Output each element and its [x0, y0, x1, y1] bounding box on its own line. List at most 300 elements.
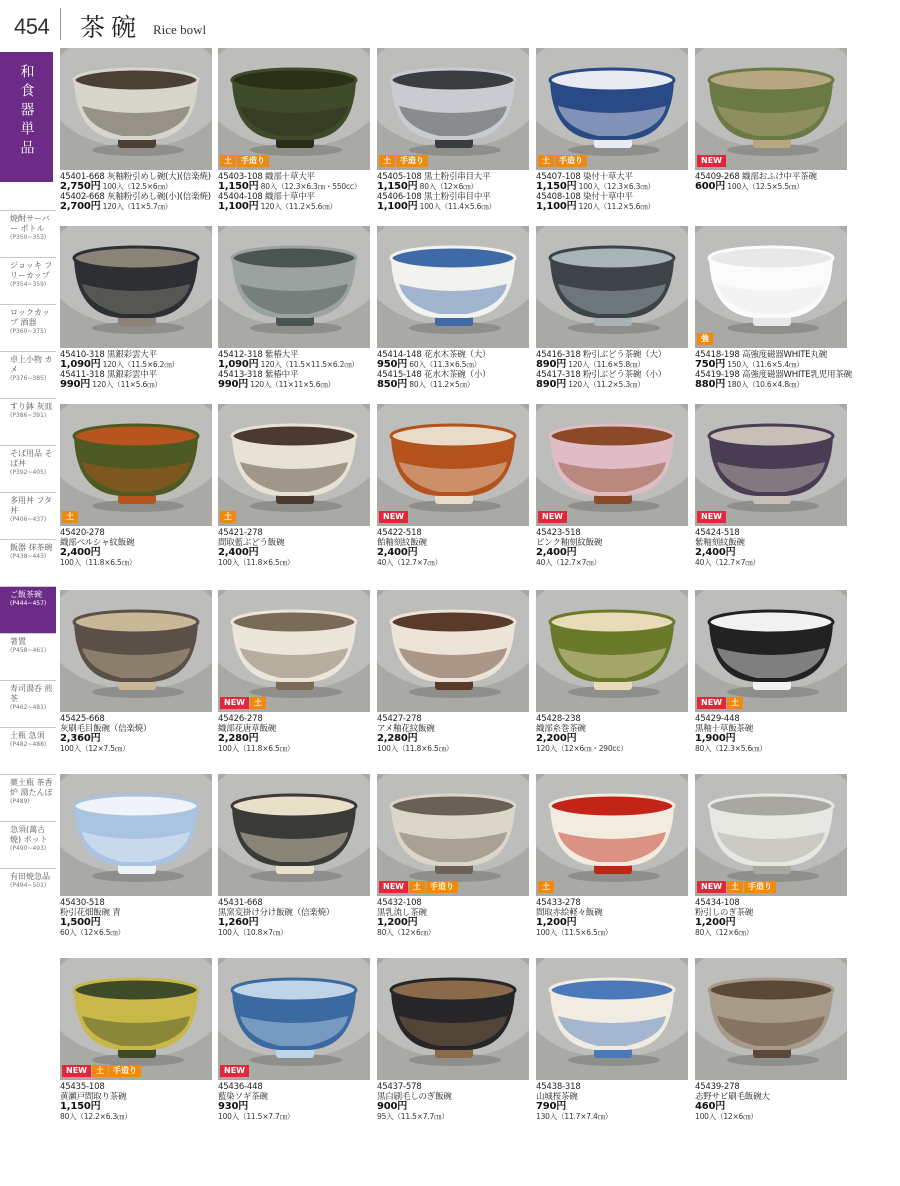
product-badge: 土: [538, 155, 554, 167]
product-price: 890円: [536, 359, 567, 370]
bowl-photo: [218, 774, 370, 896]
nav-item[interactable]: [0, 351, 56, 398]
product-line: [377, 714, 529, 724]
bowl-photo: [536, 774, 688, 896]
bowl-photo: [60, 48, 212, 170]
product-line: [218, 548, 370, 558]
product-info: [60, 170, 212, 212]
badge-group: [220, 697, 266, 709]
product-price: 2,400円: [60, 547, 101, 558]
product-photo: [377, 774, 529, 896]
product-badge: 土: [538, 881, 554, 893]
product-name: 間取藍ぶどう飯碗: [218, 538, 285, 548]
product-card[interactable]: [695, 774, 847, 938]
product-badge: NEW: [220, 1065, 249, 1077]
product-name: 灰刷毛目飯碗（信楽焼）: [60, 724, 152, 734]
product-card[interactable]: [60, 48, 212, 212]
product-info: [377, 1080, 529, 1122]
product-line: [695, 734, 847, 744]
product-line: [377, 380, 529, 390]
product-code: 45416-318: [536, 350, 584, 360]
nav-item-label: 卓上小物 カメ: [10, 355, 53, 374]
product-line: [60, 714, 212, 724]
product-info: [377, 170, 529, 212]
product-name: 織部十草大平: [265, 172, 315, 182]
product-code: 45426-278: [218, 714, 263, 724]
product-name: 織部ペルシャ紋飯碗: [60, 538, 135, 548]
product-badge: 土: [220, 155, 236, 167]
product-price: 880円: [695, 379, 726, 390]
badge-group: [697, 333, 713, 345]
product-line: [218, 528, 370, 538]
product-line: [218, 1102, 370, 1112]
nav-item-label: 焼酎サーバー ボトル: [10, 214, 50, 233]
product-line: [218, 558, 370, 568]
product-card[interactable]: [536, 958, 688, 1122]
product-card[interactable]: [695, 404, 847, 568]
product-line: [695, 1082, 847, 1092]
nav-item[interactable]: [0, 257, 56, 304]
product-card[interactable]: [218, 958, 370, 1122]
product-line: [536, 1112, 688, 1122]
product-card[interactable]: [60, 226, 212, 390]
product-line: [60, 1112, 212, 1122]
nav-item-pages: (P350~353): [10, 234, 47, 241]
product-line: [377, 528, 529, 538]
nav-item[interactable]: [0, 445, 56, 492]
bowl-photo: [218, 226, 370, 348]
product-code: 45422-518: [377, 528, 422, 538]
badge-group: [379, 881, 458, 893]
product-info: [377, 896, 529, 938]
product-badge: NEW: [62, 1065, 91, 1077]
product-photo: [536, 590, 688, 712]
product-name: 藍染ソギ茶碗: [218, 1092, 268, 1102]
product-name: 黒窯変掛け分け飯碗（信楽焼）: [218, 908, 335, 918]
product-price: 1,200円: [536, 917, 577, 928]
product-line: [60, 528, 212, 538]
product-code: 45401-668: [60, 172, 108, 182]
product-price: 890円: [536, 379, 567, 390]
product-card[interactable]: [695, 958, 847, 1122]
product-line: [695, 928, 847, 938]
product-photo: [695, 226, 847, 348]
product-card[interactable]: [695, 590, 847, 754]
product-info: [60, 348, 212, 390]
product-info: [695, 1080, 847, 1122]
product-card[interactable]: [60, 958, 212, 1122]
product-price: 1,260円: [218, 917, 259, 928]
bowl-photo: [536, 226, 688, 348]
side-category-tab[interactable]: [0, 52, 53, 182]
product-card[interactable]: [218, 226, 370, 390]
product-line: [218, 744, 370, 754]
product-info: [377, 348, 529, 390]
product-price: 1,500円: [60, 917, 101, 928]
product-code: 45405-108: [377, 172, 425, 182]
nav-item-pages: (P444~457): [10, 600, 47, 607]
product-info: [536, 896, 688, 938]
product-price: 990円: [60, 379, 91, 390]
product-photo: [377, 590, 529, 712]
product-name: 粉引しのぎ茶碗: [695, 908, 754, 918]
product-code: 45423-518: [536, 528, 581, 538]
bowl-photo: [695, 958, 847, 1080]
product-spec: 150入（11.6×5.4㎝）: [725, 360, 804, 369]
product-badge: 土: [220, 511, 236, 523]
bowl-photo: [218, 404, 370, 526]
badge-group: [62, 511, 78, 523]
nav-item[interactable]: [0, 633, 56, 680]
nav-item-pages: (P438~443): [10, 553, 47, 560]
product-name: 黒銀彩雲中平: [107, 370, 157, 380]
product-photo: [60, 590, 212, 712]
product-line: [536, 714, 688, 724]
nav-item-label: 箸置: [10, 637, 26, 646]
product-line: [60, 928, 212, 938]
product-photo: [60, 226, 212, 348]
product-code: 45404-108: [218, 192, 266, 202]
badge-group: [697, 881, 776, 893]
bowl-photo: [695, 48, 847, 170]
product-line: [377, 734, 529, 744]
product-spec: 80入（12×6㎝）: [695, 928, 754, 937]
product-badge: 土: [250, 697, 266, 709]
product-photo: [695, 404, 847, 526]
bowl-photo: [60, 404, 212, 526]
product-badge: 手造り: [744, 881, 776, 893]
product-price: 1,090円: [218, 359, 259, 370]
product-name: 黒白刷毛しのぎ飯碗: [377, 1092, 452, 1102]
product-spec: 100入（11.4×5.6㎝）: [417, 202, 496, 211]
product-line: [695, 1102, 847, 1112]
index-nav: [0, 210, 56, 915]
product-spec: 60入（11.3×6.5㎝）: [407, 360, 481, 369]
bowl-photo: [218, 48, 370, 170]
product-info: [695, 712, 847, 754]
bowl-photo: [695, 590, 847, 712]
bowl-photo: [695, 774, 847, 896]
page-number: 454: [14, 14, 50, 39]
product-card[interactable]: [218, 48, 370, 212]
product-code: 45407-108: [536, 172, 584, 182]
bowl-photo: [377, 590, 529, 712]
product-price: 600円: [695, 181, 726, 192]
product-badge: 土: [62, 511, 78, 523]
bowl-photo: [60, 590, 212, 712]
product-line: [536, 734, 688, 744]
product-code: 45434-108: [695, 898, 740, 908]
nav-item[interactable]: [0, 304, 56, 351]
product-badge: 手造り: [426, 881, 458, 893]
product-line: [218, 1082, 370, 1092]
product-spec: 100入（11.8×6.5㎝）: [218, 744, 295, 753]
product-photo: [60, 958, 212, 1080]
product-card[interactable]: [377, 48, 529, 212]
page-subtitle: Rice bowl: [153, 22, 207, 37]
product-line: [377, 360, 529, 370]
product-badge: 手造り: [555, 155, 587, 167]
product-code: 45414-148: [377, 350, 425, 360]
bowl-photo: [377, 226, 529, 348]
product-line: [536, 528, 688, 538]
product-spec: 120入（11.5×11.5×6.2㎝）: [258, 360, 359, 369]
product-badge: 手造り: [237, 155, 269, 167]
nav-item-label: 薬土瓶 茶香炉 湯たんぽ: [10, 778, 53, 797]
product-info: [695, 348, 852, 390]
product-card[interactable]: [377, 774, 529, 938]
product-code: 45427-278: [377, 714, 422, 724]
bowl-photo: [536, 590, 688, 712]
product-line: [695, 380, 847, 390]
bowl-photo: [218, 958, 370, 1080]
product-card[interactable]: [60, 774, 212, 938]
badge-group: [379, 511, 408, 523]
product-code: 45431-668: [218, 898, 263, 908]
product-spec: 80入（12.3×6.3㎝・550cc）: [258, 182, 362, 191]
product-code: 45419-198: [695, 370, 743, 380]
product-name: 織部糸巻茶碗: [536, 724, 586, 734]
product-card[interactable]: [695, 48, 847, 192]
badge-group: [538, 155, 587, 167]
product-photo: [695, 590, 847, 712]
product-info: [377, 712, 529, 754]
product-spec: 100入（12×7.5㎝）: [60, 744, 130, 753]
badge-group: [220, 155, 269, 167]
title-divider: [60, 8, 61, 40]
product-name: 粉引ぶどう茶碗（小）: [583, 370, 667, 380]
product-code: 45409-268: [695, 172, 743, 182]
product-code: 45421-278: [218, 528, 263, 538]
badge-group: [220, 1065, 249, 1077]
product-line: [218, 202, 370, 212]
product-spec: 130入（11.7×7.4㎝）: [536, 1112, 613, 1121]
product-price: 850円: [377, 379, 408, 390]
product-card[interactable]: [536, 774, 688, 938]
product-line: [377, 558, 529, 568]
product-card[interactable]: [60, 590, 212, 754]
product-name: 花水木茶碗（小）: [424, 370, 491, 380]
product-spec: 80入（12.3×5.6㎝）: [695, 744, 767, 753]
product-name: 織部花唐草飯碗: [218, 724, 277, 734]
product-badge: 土: [92, 1065, 108, 1077]
product-spec: 60入（12×6.5㎝）: [60, 928, 125, 937]
product-card[interactable]: [60, 404, 212, 568]
product-name: 黒釉十草飯茶碗: [695, 724, 754, 734]
product-badge: NEW: [379, 881, 408, 893]
nav-item-label: ジョッキ フリーカップ: [10, 261, 53, 280]
product-line: [218, 1112, 370, 1122]
nav-item[interactable]: [0, 492, 56, 539]
product-line: [536, 202, 688, 212]
bowl-photo: [218, 590, 370, 712]
product-card[interactable]: [536, 226, 688, 390]
nav-item[interactable]: [0, 398, 56, 445]
product-name: 織部おふけ中平茶碗: [742, 172, 817, 182]
product-card[interactable]: [536, 590, 688, 754]
nav-item-label: 有田焼急品: [10, 872, 50, 881]
product-line: [218, 918, 370, 928]
product-info: [695, 170, 847, 192]
product-badge: NEW: [697, 155, 726, 167]
badge-group: [62, 1065, 141, 1077]
product-line: [218, 380, 370, 390]
product-line: [60, 380, 212, 390]
product-info: [218, 170, 370, 212]
product-price: 2,400円: [695, 547, 736, 558]
product-line: [695, 744, 847, 754]
product-code: 45412-318: [218, 350, 266, 360]
nav-item[interactable]: [0, 727, 56, 774]
product-name: 紫椿大平: [265, 350, 299, 360]
product-badge: NEW: [538, 511, 567, 523]
product-line: [536, 898, 688, 908]
product-badge: NEW: [220, 697, 249, 709]
product-info: [536, 348, 688, 390]
product-line: [60, 360, 212, 370]
product-info: [536, 526, 688, 568]
product-line: [60, 744, 212, 754]
product-price: 2,280円: [377, 733, 418, 744]
nav-item-pages: (P490~493): [10, 845, 47, 852]
product-spec: 80入（12×6㎝）: [377, 928, 436, 937]
product-name: 高強度磁器WHITE丸碗: [742, 350, 828, 360]
product-code: 45425-668: [60, 714, 105, 724]
product-line: [60, 1082, 212, 1092]
nav-item[interactable]: [0, 586, 56, 633]
product-photo: [536, 404, 688, 526]
nav-item-label: ご飯茶碗: [10, 590, 42, 599]
product-photo: [695, 958, 847, 1080]
nav-item[interactable]: [0, 868, 56, 915]
product-name: 黒銀彩雲大平: [107, 350, 157, 360]
product-spec: 120入（11×11×5.6㎝）: [248, 380, 335, 389]
product-badge: NEW: [697, 881, 726, 893]
product-line: [377, 918, 529, 928]
product-spec: 100入（10.8×7㎝）: [218, 928, 288, 937]
product-name: 飴釉刻紋飯碗: [377, 538, 427, 548]
badge-group: [538, 881, 554, 893]
product-code: 45433-278: [536, 898, 581, 908]
product-info: [60, 896, 212, 938]
product-card[interactable]: [695, 226, 852, 390]
product-code: 45429-448: [695, 714, 740, 724]
product-price: 750円: [695, 359, 726, 370]
product-code: 45413-318: [218, 370, 266, 380]
product-price: 1,900円: [695, 733, 736, 744]
product-code: 45438-318: [536, 1082, 581, 1092]
product-spec: 95入（11.5×7.7㎝）: [377, 1112, 449, 1121]
nav-item[interactable]: [0, 539, 56, 586]
product-name: 紫釉刻紋飯碗: [695, 538, 745, 548]
nav-item-label: 急須(萬古焼) ポット: [10, 825, 48, 844]
bowl-photo: [695, 226, 847, 348]
product-spec: 100入（11.8×6.5㎝）: [60, 558, 137, 567]
product-card[interactable]: [218, 404, 370, 568]
product-code: 45420-278: [60, 528, 105, 538]
product-spec: 100入（12.5×6㎝）: [100, 182, 173, 191]
nav-item-pages: (P489): [10, 798, 30, 805]
product-line: [60, 898, 212, 908]
product-line: [536, 1102, 688, 1112]
product-line: [695, 548, 847, 558]
product-name: 織部十草中平: [265, 192, 315, 202]
product-line: [60, 182, 212, 192]
product-badge: NEW: [697, 697, 726, 709]
product-line: [377, 182, 529, 192]
product-name: 紫椿中平: [265, 370, 299, 380]
nav-item-label: すり鉢 灰皿: [10, 402, 53, 411]
nav-item-label: 土瓶 急須: [10, 731, 45, 740]
product-spec: 100入（11.5×7.7㎝）: [218, 1112, 295, 1121]
product-price: 1,100円: [218, 201, 259, 212]
nav-item[interactable]: [0, 774, 56, 821]
product-card[interactable]: [218, 774, 370, 938]
nav-item-label: 飯器 抹茶碗: [10, 543, 53, 552]
product-photo: [536, 774, 688, 896]
nav-item-label: ロックカップ 酒器: [10, 308, 50, 327]
nav-item-pages: (P354~359): [10, 281, 47, 288]
product-info: [218, 896, 370, 938]
nav-item-pages: (P494~501): [10, 882, 47, 889]
bowl-photo: [377, 958, 529, 1080]
product-card[interactable]: [377, 590, 529, 754]
nav-item-label: 多用丼 フタ丼: [10, 496, 52, 515]
product-card[interactable]: [377, 226, 529, 390]
product-line: [60, 918, 212, 928]
badge-group: [697, 155, 726, 167]
product-code: 45408-108: [536, 192, 584, 202]
product-spec: 80入（11.2×5㎝）: [407, 380, 475, 389]
product-card[interactable]: [536, 48, 688, 212]
product-info: [536, 1080, 688, 1122]
product-name: 志野サビ刷毛飯碗大: [695, 1092, 770, 1102]
nav-item[interactable]: [0, 821, 56, 868]
product-card[interactable]: [377, 958, 529, 1122]
product-line: [377, 1082, 529, 1092]
product-card[interactable]: [536, 404, 688, 568]
product-photo: [377, 404, 529, 526]
bowl-photo: [536, 404, 688, 526]
product-line: [218, 928, 370, 938]
product-badge: NEW: [697, 511, 726, 523]
nav-item[interactable]: [0, 210, 56, 257]
product-spec: 120入（11.5×6.2㎝）: [100, 360, 179, 369]
product-price: 1,150円: [536, 181, 577, 192]
product-spec: 120入（11.2×5.3㎝）: [566, 380, 645, 389]
product-photo: [218, 226, 370, 348]
product-code: 45411-318: [60, 370, 108, 380]
nav-item[interactable]: [0, 680, 56, 727]
product-code: 45430-518: [60, 898, 105, 908]
bowl-photo: [377, 404, 529, 526]
product-name: 粉引ぶどう茶碗（大）: [583, 350, 667, 360]
badge-group: [379, 155, 428, 167]
product-name: ピンク釉刻紋飯碗: [536, 538, 603, 548]
product-code: 45417-318: [536, 370, 584, 380]
product-badge: 土: [409, 881, 425, 893]
product-line: [536, 918, 688, 928]
product-price: 1,200円: [377, 917, 418, 928]
product-info: [377, 526, 529, 568]
product-card[interactable]: [377, 404, 529, 568]
product-line: [536, 558, 688, 568]
product-price: 2,400円: [536, 547, 577, 558]
product-line: [695, 1112, 847, 1122]
product-price: 2,400円: [218, 547, 259, 558]
product-line: [377, 548, 529, 558]
product-card[interactable]: [218, 590, 370, 754]
